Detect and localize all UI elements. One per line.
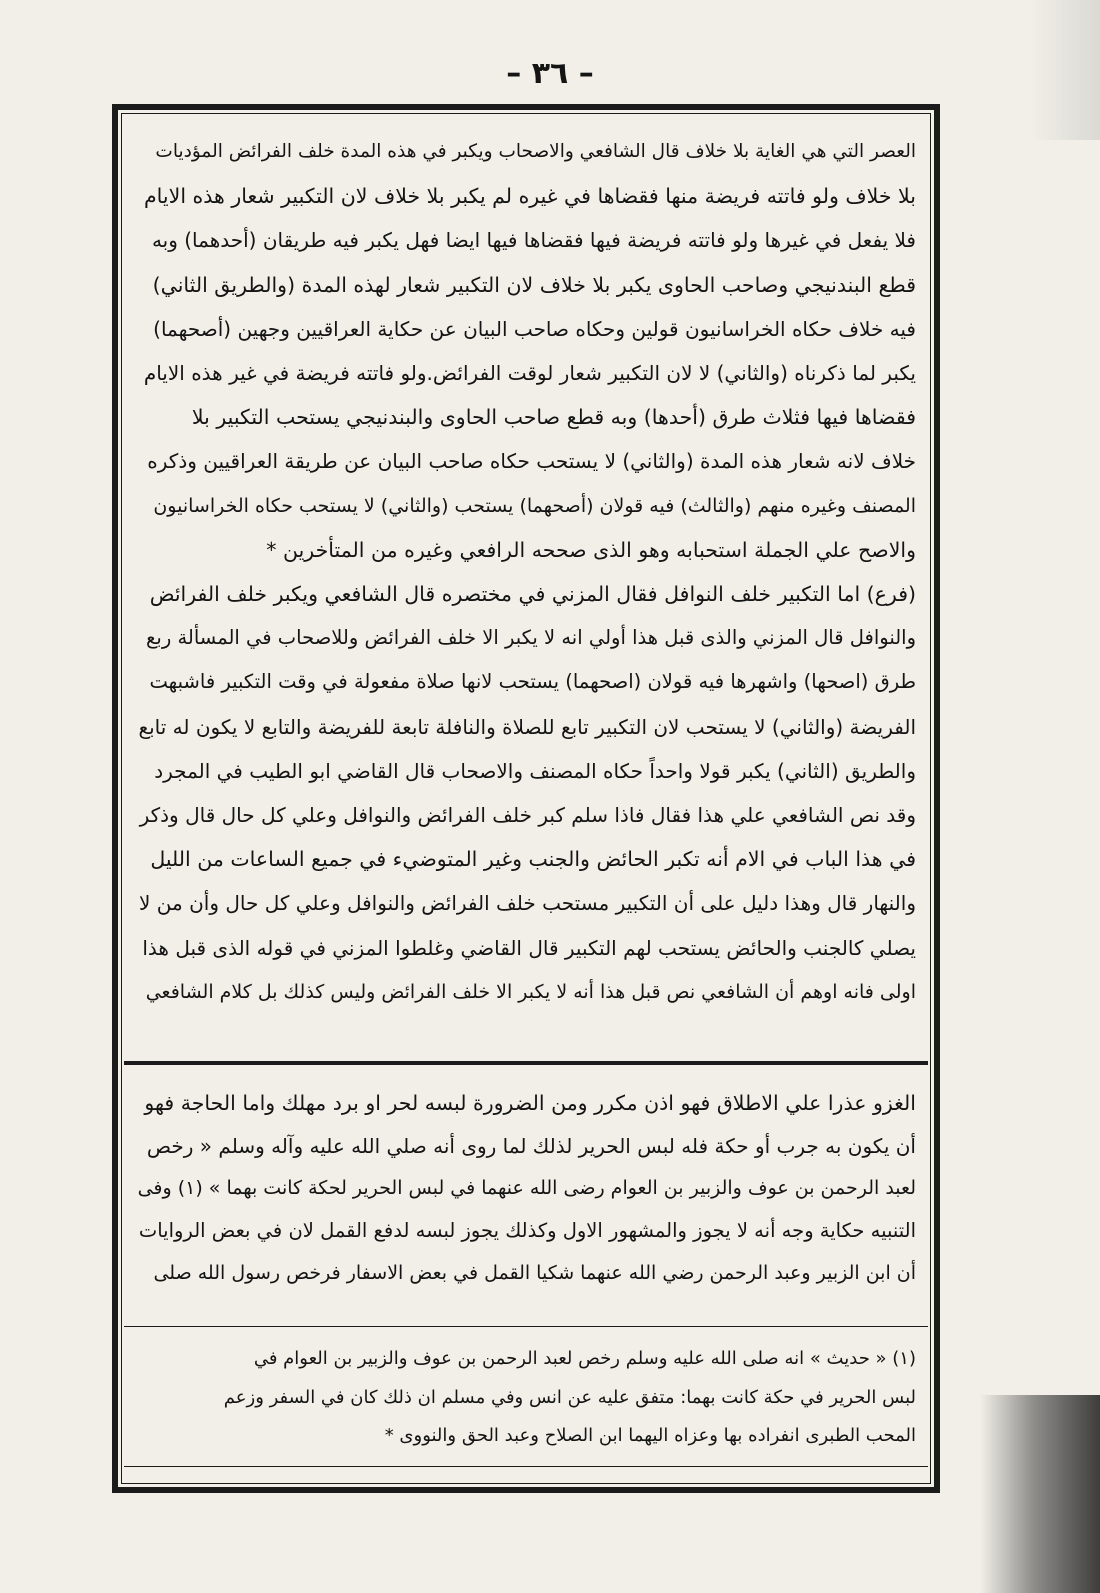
main-text-line: يصلي كالجنب والحائض يستحب لهم التكبير قال القاضي وغلطوا المزني في قوله الذى قبل هذا (142, 935, 916, 960)
main-text-line: فيه خلاف حكاه الخراسانيون قولين وحكاه صاحب البيان عن حكاية العراقيين وجهين (أصحهما) (153, 316, 916, 341)
main-text-line: في هذا الباب في الام أنه تكبر الحائض والجنب وغير المتوضيء في جميع الساعات من الليل (150, 847, 916, 872)
commentary-text-block (136, 1082, 916, 1593)
footnote-line: المحب الطبرى انفراده بها وعزاه اليهما ابن الصلاح وعبد الحق والنووى * (384, 1425, 916, 1446)
commentary-text-line: لعبد الرحمن بن عوف والزبير بن العوام رضى الله عنهما في لبس الحرير لحكة كانت بهما » (١) وفى (137, 1177, 916, 1199)
main-text-line: بلا خلاف ولو فاتته فريضة منها فقضاها في غيره لم يكبر بلا خلاف لان التكبير شعار هذه الايام (143, 184, 916, 209)
main-text-line: طرق (اصحها) واشهرها فيه قولان (اصحهما) يستحب لانها صلاة مفعولة في وقت التكبير فاشبهت (149, 670, 916, 694)
main-text-line: اولى فانه اوهم أن الشافعي نص قبل هذا أنه لا يكبر الا خلف الفرائض وليس كذلك بل كلام الشافعي (145, 980, 916, 1003)
footnote-line: (١) « حديث » انه صلى الله عليه وسلم رخص لعبد الرحمن بن عوف والزبير بن العوام في (253, 1348, 916, 1369)
page-number: – ٣٦ – (506, 56, 594, 91)
footnote-block (136, 1340, 916, 1460)
main-text-line: خلاف لانه شعار هذه المدة (والثاني) لا يستحب حكاه صاحب البيان عن طريقة العراقيين وذكره (147, 449, 916, 474)
main-text-line: قطع البندنيجي وصاحب الحاوى يكبر بلا خلاف لان التكبير شعار لهذه المدة (والطريق الثاني) (152, 272, 916, 297)
main-text-block (136, 130, 916, 1060)
main-text-line: العصر التي هي الغاية بلا خلاف قال الشافعي والاصحاب ويكبر في هذه المدة خلف الفرائض المؤديات (155, 141, 916, 162)
commentary-text-line: أن ابن الزبير وعبد الرحمن رضي الله عنهما شكيا القمل في بعض الاسفار فرخص رسول الله صلى (153, 1262, 916, 1284)
main-text-line: والطريق (الثاني) يكبر قولا واحداً حكاه المصنف والاصحاب قال القاضي ابو الطيب في المجرد (154, 758, 916, 783)
scan-edge-shadow (980, 1395, 1100, 1593)
main-text-line: وقد نص الشافعي علي هذا فقال فاذا سلم كبر خلف الفرائض والنوافل وعلي كل حال قال وذكر (139, 803, 916, 828)
main-text-line: المصنف وغيره منهم (والثالث) فيه قولان (أصحهما) يستحب (والثاني) لا يستحب حكاه الخراسانيون (153, 494, 916, 517)
main-text-line: والنهار قال وهذا دليل على أن التكبير مستحب خلف الفرائض والنوافل وعلي كل حال وأن من لا (139, 891, 916, 916)
main-text-line: (فرع) اما التكبير خلف النوافل فقال المزني في مختصره قال الشافعي ويكبر خلف الفرائض (149, 582, 916, 607)
commentary-text-line: الغزو عذرا علي الاطلاق فهو اذن مكرر ومن الضرورة لبسه لحر او برد مهلك واما الحاجة فهو (144, 1091, 916, 1115)
main-text-line: الفريضة (والثاني) لا يستحب لان التكبير تابع للصلاة والنافلة تابعة للفريضة والتابع لا يكون له تابع (138, 714, 916, 739)
commentary-text-line: التنبيه حكاية وجه أنه لا يجوز والمشهور الاول وكذلك يجوز لبسه لدفع القمل لان في بعض الروايات (138, 1218, 916, 1242)
bottom-divider (124, 1466, 928, 1467)
main-text-divider (124, 1061, 928, 1065)
main-text-line: يكبر لما ذكرناه (والثاني) لا لان التكبير شعار لوقت الفرائض.ولو فاتته فريضة في غير هذه الايام (143, 361, 916, 386)
footnote-line: لبس الحرير في حكة كانت بهما: متفق عليه عن انس وفي مسلم ان ذلك كان في السفر وزعم (223, 1386, 916, 1408)
main-text-line: فلا يفعل في غيرها ولو فاتته فريضة فيها فقضاها فيها ايضا فهل يكبر فيه طريقان (أحدهما) وبه (151, 228, 916, 253)
main-text-line: فقضاها فيها فثلاث طرق (أحدها) وبه قطع صاحب الحاوى والبندنيجي يستحب التكبير بلا (191, 405, 916, 430)
footnote-divider (124, 1326, 928, 1327)
commentary-text-line: أن يكون به جرب أو حكة فله لبس الحرير لذلك لما روى أنه صلي الله عليه وآله وسلم « رخص (146, 1133, 916, 1158)
main-text-line: والاصح علي الجملة استحبابه وهو الذى صححه الرافعي وغيره من المتأخرين * (266, 537, 916, 562)
main-text-line: والنوافل قال المزني والذى قبل هذا أولي انه لا يكبر الا خلف الفرائض وللاصحاب في المسألة ربع (146, 626, 916, 650)
